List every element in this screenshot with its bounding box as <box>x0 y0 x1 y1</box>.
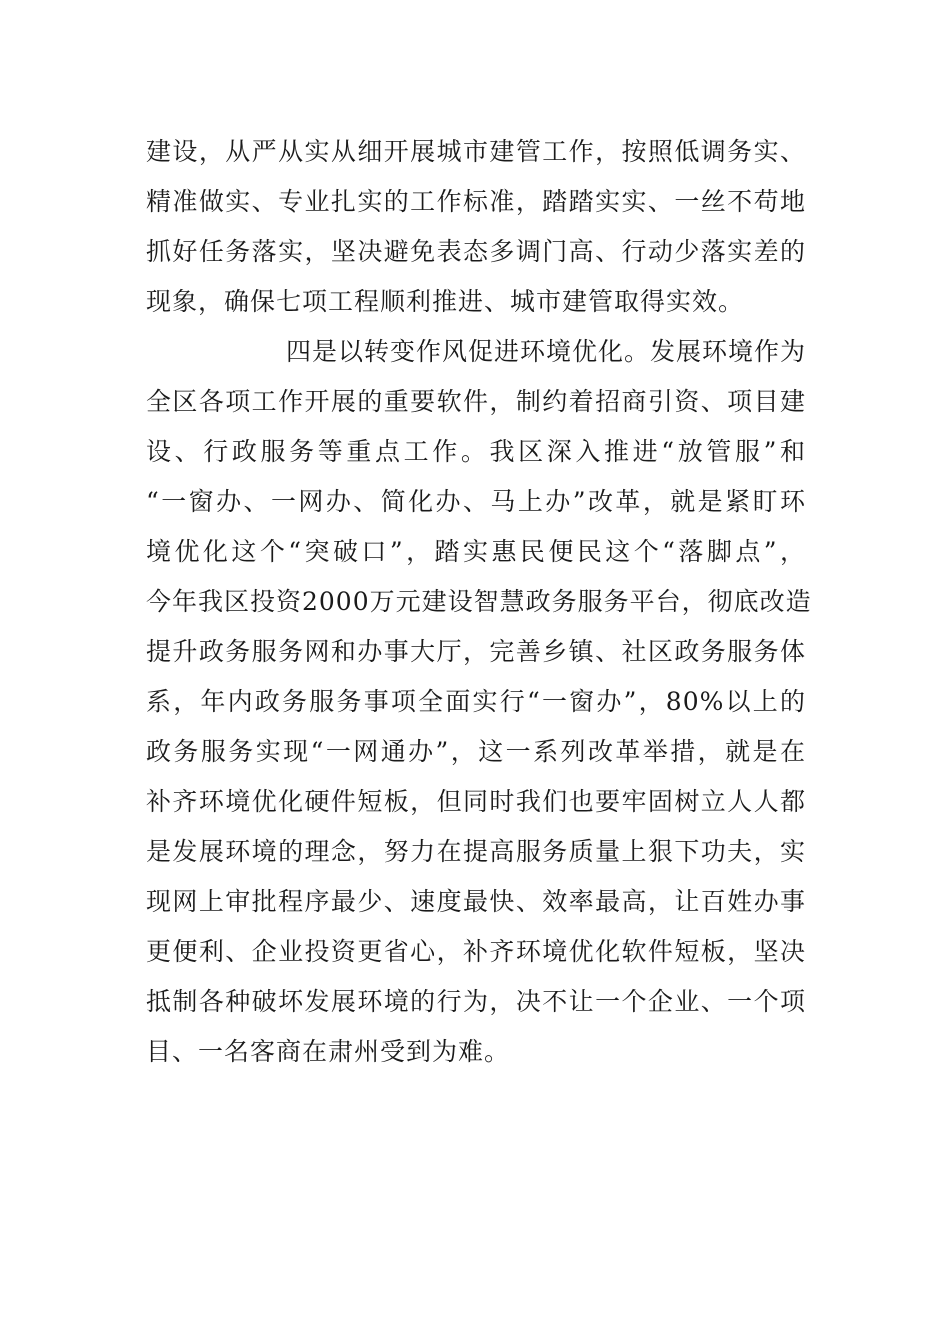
text-line: 设、行政服务等重点工作。我区深入推进“放管服”和 <box>146 437 806 466</box>
text-line: 建设，从严从实从细开展城市建管工作，按照低调务实、 <box>146 137 806 166</box>
text-line: 精准做实、专业扎实的工作标准，踏踏实实、一丝不苟地 <box>146 187 806 216</box>
text-line: 目、一名客商在肃州受到为难。 <box>146 1037 511 1066</box>
text-line: 提升政务服务网和办事大厅，完善乡镇、社区政务服务体 <box>146 637 806 666</box>
text-line: 补齐环境优化硬件短板，但同时我们也要牢固树立人人都 <box>146 787 806 816</box>
text-line: 现网上审批程序最少、速度最快、效率最高，让百姓办事 <box>146 887 806 916</box>
text-line: 现象，确保七项工程顺利推进、城市建管取得实效。 <box>146 287 745 316</box>
text-line: 全区各项工作开展的重要软件，制约着招商引资、项目建 <box>146 387 806 416</box>
text-line: 抓好任务落实，坚决避免表态多调门高、行动少落实差的 <box>146 237 806 266</box>
text-line: 今年我区投资2000万元建设智慧政务服务平台，彻底改造 <box>146 587 812 616</box>
text-line: 更便利、企业投资更省心，补齐环境优化软件短板，坚决 <box>146 937 806 966</box>
paragraph-heading-line: 四是以转变作风促进环境优化。发展环境作为 <box>286 337 807 366</box>
text-line: 政务服务实现“一网通办”，这一系列改革举措，就是在 <box>146 737 806 766</box>
text-line: “一窗办、一网办、简化办、马上办”改革，就是紧盯环 <box>146 487 806 516</box>
text-line: 是发展环境的理念，努力在提高服务质量上狠下功夫，实 <box>146 837 806 866</box>
text-line: 境优化这个“突破口”，踏实惠民便民这个“落脚点”， <box>146 537 806 566</box>
text-line: 系，年内政务服务事项全面实行“一窗办”，80%以上的 <box>146 687 806 716</box>
text-line: 抵制各种破坏发展环境的行为，决不让一个企业、一个项 <box>146 987 806 1016</box>
